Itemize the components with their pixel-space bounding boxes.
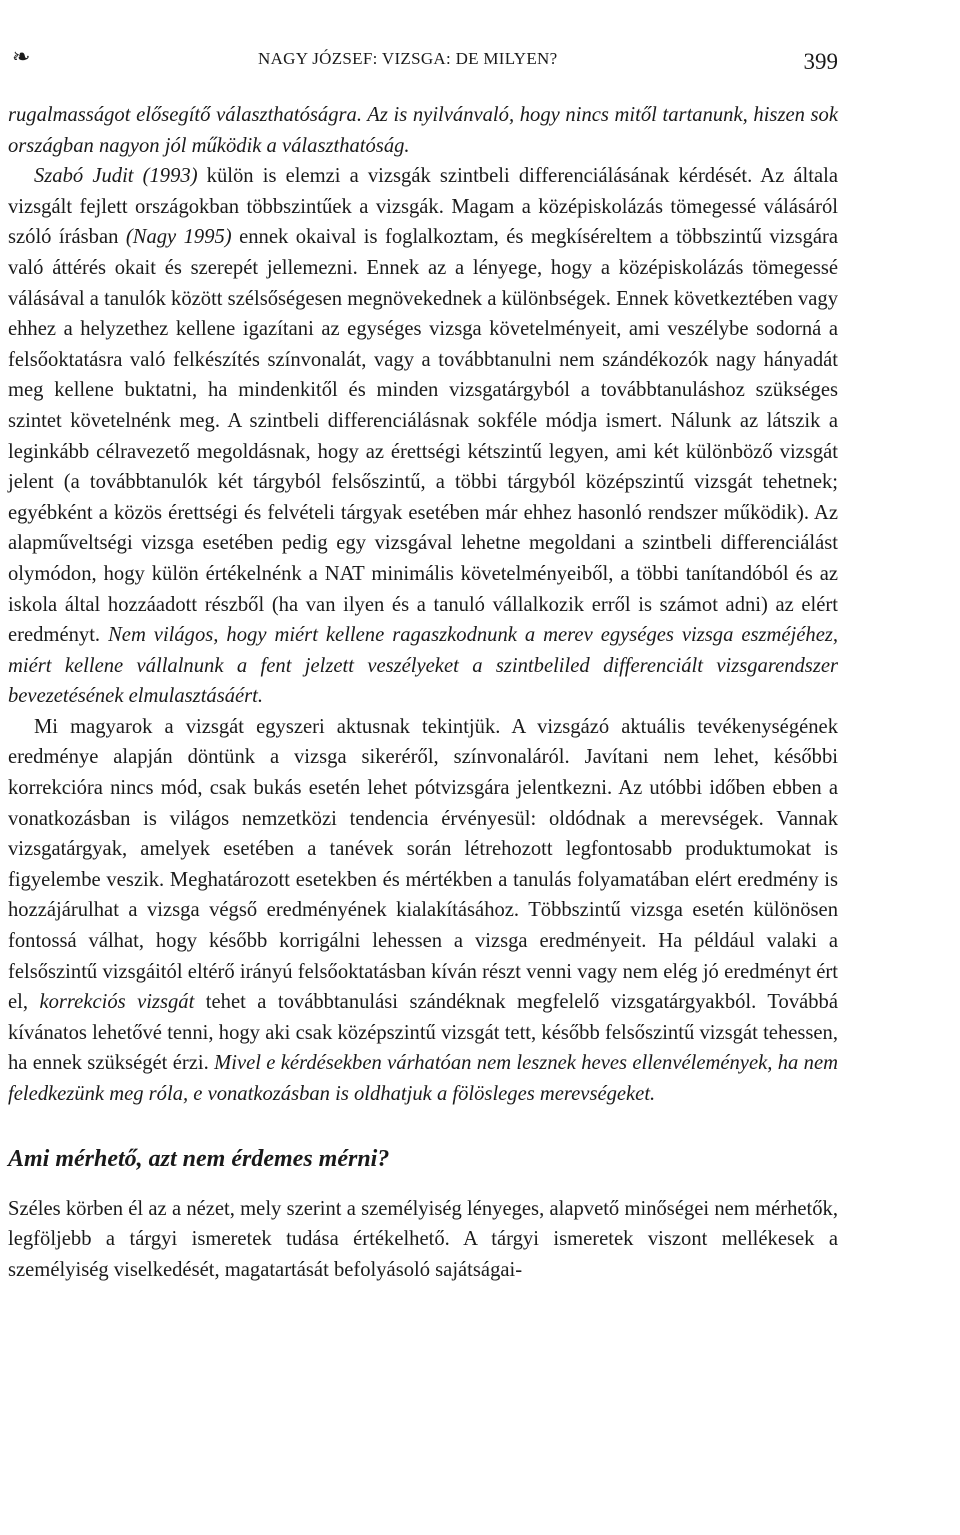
paragraph: [8, 161, 838, 712]
paragraph: [8, 712, 838, 1110]
body-text: [8, 100, 838, 1285]
italic-text-run: Nem világos, hogy miért kellene ragaszkodnunk a merev egységes vizsga eszméjéhez, miért kellene vállalnunk a fent jelzett veszélyeket a szintbeliled differenciált vizsgarendszer bevezetésének elmulasztásáért.: [8, 624, 838, 708]
italic-text-run: Mivel e kérdésekben várhatóan nem lesznek heves ellenvélemények, ha nem feledkezünk meg róla, e vonatkozásban is oldhatjuk a fölösleges merevségeket.: [8, 1052, 838, 1105]
text-run: ennek okaival is foglalkoztam, és megkíséreltem a többszintű vizsgára való áttérés okait és szerepét jellemezni. Ennek az a lényege, hogy a középiskolázás tömegessé válásával a tanulók között szélsőségesen megnövekednek a különbségek. Ennek következtében vagy ehhez a helyzethez kellene igazítani az egységes vizsga követelményeit, ami veszélybe sodorná a felsőoktatásra való felkészítés színvonalát, vagy a továbbtanulni nem szándékozók nagy hányadát meg kellene buktatni, ha mindenkitől és minden vizsgatárgyból a továbbtanuláshoz szükséges szintet követelnénk meg. A szintbeli differenciálásnak sokféle módja ismert. Nálunk az látszik a leginkább célravezető megoldásnak, hogy az érettségi kétszintű legyen, ami két különböző vizsgát jelent (a továbbtanulók két tárgyból felsőszintű, a többi tárgyból középszintű vizsgát tehetnek; egyébként a közös érettségi és felvételi tárgyak esetében már ehhez hasonló rendszer működik). Az alapműveltségi vizsga esetében pedig egy vizsgával lehetne megoldani a szintbeli differenciálást olymódon, hogy külön értékelnénk a NAT minimális követelményeiből, a többi tanítandóból és az iskola által hozzáadott részből (ha van ilyen és a tanuló vállalkozik erről is számot adni) az elért eredményt.: [8, 226, 838, 647]
section-heading: Ami mérhető, azt nem érdemes mérni?: [8, 1145, 390, 1172]
paragraph-list: [8, 100, 838, 1110]
text-run: Széles körben él az a nézet, mely szerint a személyiség lényeges, alapvető minőségei nem mérhetők, legföljebb a tárgyi ismeretek tudása értékelhető. A tárgyi ismeretek viszont mellékesek a személyiség viselkedését, magatartását befolyásoló sajátságai-: [8, 1197, 838, 1281]
text-run: Mi magyarok a vizsgát egyszeri aktusnak tekintjük. A vizsgázó aktuális tevékenységének eredménye alapján döntünk a vizsga sikeréről, színvonaláról. Javítani nem lehet, későbbi korrekcióra nincs mód, csak bukás esetén lehet pótvizsgára jelentkezni. Az utóbbi időben ebben a vonatkozásban is világos nemzetközi tendencia érvényesül: oldódnak a merevségek. Vannak vizsgatárgyak, amelyek esetében a tanévek során létrehozott legfontosabb produktumokat is figyelembe veszik. Meghatározott esetekben és mértékben a tanulás folyamatában elért eredmény is hozzájárulhat a vizsga végső eredményének kialakításához. Többszintű vizsga esetén különösen fontossá válhat, hogy később korrigálni lehessen a vizsga eredményeit. Ha például valaki a felsőszintű vizsgáitól eltérő irányú felsőoktatásban kíván részt venni vagy nem elég jó eredményt ért el,: [8, 715, 838, 1014]
fleuron-ornament-icon: ❧: [12, 44, 31, 69]
text-run: tehet a továbbtanulási szándéknak megfelelő vizsgatárgyakból. Továbbá kívánatos lehetővé tenni, hogy aki csak középszintű vizsgát tett, később felsőszintű vizsgát tehessen, ha ennek szükségét érzi.: [8, 991, 838, 1075]
paragraph: [8, 100, 838, 161]
running-title: NAGY JÓZSEF: VIZSGA: DE MILYEN?: [258, 49, 558, 68]
page-number: 399: [803, 49, 838, 74]
closing-paragraph-container: [8, 1194, 838, 1286]
italic-text-run: Szabó Judit (1993): [34, 165, 198, 188]
italic-text-run: rugalmasságot elősegítő választhatóságra. Az is nyilvánvaló, hogy nincs mitől tartanunk, hiszen sok országban nagyon jól működik a választhatóság.: [8, 104, 838, 157]
italic-text-run: korrekciós vizsgát: [39, 991, 195, 1014]
italic-text-run: (Nagy 1995): [125, 226, 232, 249]
paragraph: [8, 1194, 838, 1286]
page-header: [0, 40, 960, 80]
text-run: külön is elemzi a vizsgák szintbeli differenciálásának kérdését. Az általa vizsgált fejlett országokban többszintűek a vizsgák. Magam a középiskolázás tömegessé válásáról szóló írásban: [8, 165, 838, 249]
